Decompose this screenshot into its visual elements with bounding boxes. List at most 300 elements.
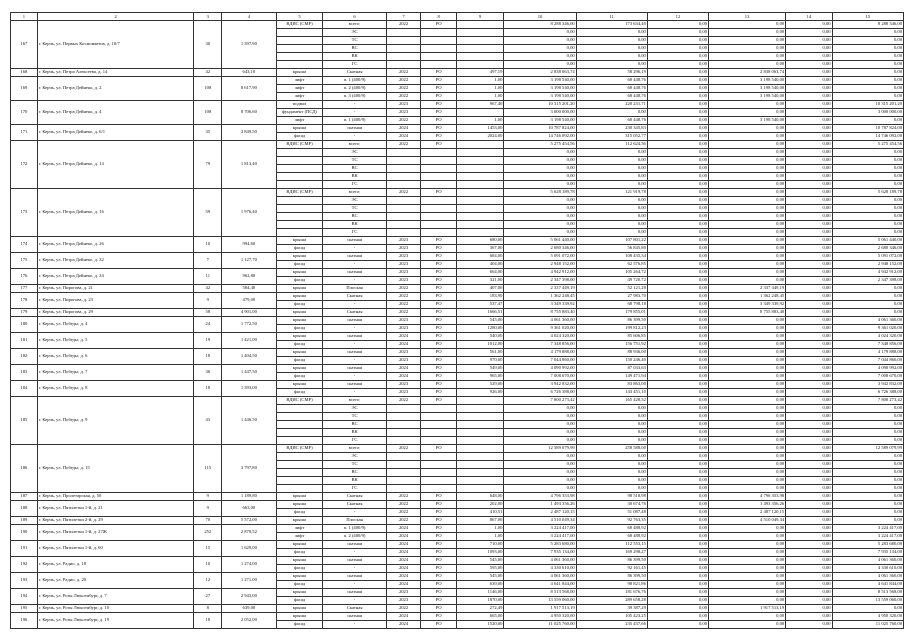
work-detail: -	[323, 341, 386, 349]
source: РО	[421, 309, 457, 317]
work-type: лифт	[276, 93, 323, 101]
floor-area: 2 943,00	[222, 589, 276, 605]
total-cost: 11 025 760,00	[504, 621, 576, 629]
col-13: 0,00	[709, 461, 786, 469]
total-cost: 0,00	[504, 173, 576, 181]
table-row	[11, 605, 904, 613]
volume: 410,51	[456, 509, 504, 517]
year	[386, 205, 421, 213]
row-number: 178	[11, 293, 38, 309]
total-cost: 2 337 449,19	[504, 285, 576, 293]
col-12: 0,00	[647, 29, 708, 37]
work-detail: п. 1 (400/9)	[323, 117, 386, 125]
year	[386, 477, 421, 485]
source: РО	[421, 573, 457, 581]
source: РО	[421, 101, 457, 109]
address: г. Керчь, ул. Пирогова, д. 23	[37, 293, 194, 309]
source	[421, 213, 457, 221]
col-14: 0,00	[786, 77, 832, 85]
row-number: 173	[11, 189, 38, 237]
work-type: ВДИС (СМР)	[276, 445, 323, 453]
fund-cost: 0,00	[576, 461, 647, 469]
table-row	[11, 541, 904, 549]
volume	[456, 429, 504, 437]
total-cost: 0,00	[504, 149, 576, 157]
total-cost: 0,00	[504, 181, 576, 189]
row-number: 192	[11, 557, 38, 573]
table-row	[11, 573, 904, 581]
volume	[456, 21, 504, 29]
col-12: 0,00	[647, 605, 708, 613]
apartments-count: 70	[194, 517, 222, 525]
year	[386, 461, 421, 469]
source: РО	[421, 357, 457, 365]
col-12: 0,00	[647, 253, 708, 261]
row-number: 187	[11, 493, 38, 501]
work-type	[276, 205, 323, 213]
fund-cost: 179 855,01	[576, 309, 647, 317]
col-12: 0,00	[647, 213, 708, 221]
volume	[456, 109, 504, 117]
col-15: 0,00	[832, 165, 903, 173]
row-number: 194	[11, 589, 38, 605]
col-14: 0,00	[786, 189, 832, 197]
year: 2024	[386, 365, 421, 373]
work-detail: скатная	[323, 541, 386, 549]
work-detail: ГС	[323, 181, 386, 189]
year: 2023	[386, 261, 421, 269]
col-12: 0,00	[647, 429, 708, 437]
total-cost: 3 198 540,00	[504, 77, 576, 85]
col-14: 0,00	[786, 485, 832, 493]
floor-area: 1 189,80	[222, 493, 276, 501]
apartments-count: 35	[194, 125, 222, 141]
col-12: 0,00	[647, 557, 708, 565]
source: РО	[421, 605, 457, 613]
work-type: крыша	[276, 501, 323, 509]
column-number: 13	[709, 13, 786, 21]
volume: 1666,51	[456, 309, 504, 317]
col-12: 0,00	[647, 477, 708, 485]
apartments-count: 115	[194, 445, 222, 493]
year: 2024	[386, 373, 421, 381]
column-number: 5	[276, 13, 323, 21]
col-15: 0,00	[832, 461, 903, 469]
col-14: 0,00	[786, 533, 832, 541]
volume: 1012,00	[456, 341, 504, 349]
work-type	[276, 61, 323, 69]
col-14: 0,00	[786, 565, 832, 573]
col-13: 0,00	[709, 333, 786, 341]
work-type	[276, 173, 323, 181]
col-13: 0,00	[709, 205, 786, 213]
col-15: 0,00	[832, 301, 903, 309]
volume	[456, 181, 504, 189]
col-14: 0,00	[786, 325, 832, 333]
col-15: 0,00	[832, 197, 903, 205]
source: РО	[421, 69, 457, 77]
address: г. Керчь, ул. Петра Дейнеко, д. 26	[37, 237, 194, 253]
col-15: 0,00	[832, 69, 903, 77]
source: РО	[421, 301, 457, 309]
address: г. Керчь, ул. Победы, д. 8	[37, 381, 194, 397]
volume: 1520,00	[456, 621, 504, 629]
fund-cost: 199 812,23	[576, 325, 647, 333]
work-type	[276, 45, 323, 53]
source: РО	[421, 549, 457, 557]
year	[386, 197, 421, 205]
volume	[456, 189, 504, 197]
col-14: 0,00	[786, 221, 832, 229]
col-15: 14 746 092,00	[832, 133, 903, 141]
fund-cost: 85 606,85	[576, 333, 647, 341]
work-type	[276, 157, 323, 165]
source: РО	[421, 93, 457, 101]
col-15: 0,00	[832, 405, 903, 413]
fund-cost: 315 052,77	[576, 133, 647, 141]
total-cost: 4 330 610,00	[504, 565, 576, 573]
floor-area: 962,80	[222, 269, 276, 285]
col-13: 0,00	[709, 261, 786, 269]
col-13: 0,00	[709, 165, 786, 173]
address: г. Керчь, ул. Петра Дейнеко, д. 16	[37, 189, 194, 237]
col-14: 0,00	[786, 197, 832, 205]
col-13: 0,00	[709, 109, 786, 117]
col-12: 0,00	[647, 165, 708, 173]
col-13: 0,00	[709, 557, 786, 565]
source: РО	[421, 141, 457, 149]
source: РО	[421, 541, 457, 549]
volume	[456, 149, 504, 157]
col-12: 0,00	[647, 197, 708, 205]
floor-area: 1 772,50	[222, 317, 276, 333]
volume	[456, 221, 504, 229]
table-row	[11, 125, 904, 133]
total-cost: 2 347 398,00	[504, 277, 576, 285]
col-12: 0,00	[647, 189, 708, 197]
floor-area: 1 274,00	[222, 557, 276, 573]
fund-cost: 68 488,92	[576, 525, 647, 533]
source	[421, 429, 457, 437]
row-number: 186	[11, 445, 38, 493]
volume	[456, 405, 504, 413]
volume	[456, 205, 504, 213]
work-type: крыша	[276, 69, 323, 77]
col-15: 0,00	[832, 181, 903, 189]
work-detail: ГС	[323, 437, 386, 445]
address: г. Керчь, ул. Розы Люксембург, д. 10	[37, 605, 194, 613]
work-type	[276, 469, 323, 477]
col-14: 0,00	[786, 333, 832, 341]
col-14: 0,00	[786, 205, 832, 213]
col-12: 0,00	[647, 285, 708, 293]
volume	[456, 397, 504, 405]
fund-cost: 0,00	[576, 477, 647, 485]
col-14: 0,00	[786, 93, 832, 101]
column-number: 7	[386, 13, 421, 21]
col-15: 0,00	[832, 37, 903, 45]
col-12: 0,00	[647, 133, 708, 141]
apartments-count: 10	[194, 237, 222, 253]
work-detail: скатная	[323, 253, 386, 261]
year: 2023	[386, 317, 421, 325]
floor-area: 2 052,00	[222, 613, 276, 629]
apartments-count: 24	[194, 317, 222, 333]
column-number: 11	[576, 13, 647, 21]
work-type: фасад	[276, 357, 323, 365]
year: 2024	[386, 581, 421, 589]
fund-cost: 68 488,92	[576, 533, 647, 541]
col-15: 7 044 860,00	[832, 357, 903, 365]
source: РО	[421, 341, 457, 349]
total-cost: 0,00	[504, 461, 576, 469]
col-13: 0,00	[709, 237, 786, 245]
apartments-count: 9	[194, 493, 222, 501]
volume	[456, 437, 504, 445]
fund-cost: 27 983,70	[576, 293, 647, 301]
volume: 404,00	[456, 261, 504, 269]
col-15: 0,00	[832, 85, 903, 93]
col-15: 4 024 320,00	[832, 333, 903, 341]
work-type	[276, 477, 323, 485]
apartments-count: 252	[194, 525, 222, 541]
col-13: 0,00	[709, 253, 786, 261]
volume	[456, 197, 504, 205]
col-13: 0,00	[709, 453, 786, 461]
source: РО	[421, 533, 457, 541]
col-13: 0,00	[709, 349, 786, 357]
work-detail: -	[323, 373, 386, 381]
col-13: 3 198 540,00	[709, 77, 786, 85]
volume	[456, 453, 504, 461]
apartments-count: 42	[194, 69, 222, 77]
year: 2023	[386, 237, 421, 245]
fund-cost: 51 087,48	[576, 509, 647, 517]
fund-cost: 150 246,40	[576, 357, 647, 365]
col-12: 0,00	[647, 381, 708, 389]
total-cost: 1 917 513,19	[504, 605, 576, 613]
address: г. Керчь, ул. Пятилетки 1-й, д. 60	[37, 541, 194, 557]
fund-cost: 107 801,22	[576, 237, 647, 245]
volume: 561,00	[456, 349, 504, 357]
volume: 407,00	[456, 285, 504, 293]
total-cost: 5 091 072,00	[504, 253, 576, 261]
total-cost: 5 061 440,00	[504, 237, 576, 245]
source: РО	[421, 85, 457, 93]
source: РО	[421, 501, 457, 509]
floor-area: 8 617,90	[222, 77, 276, 101]
work-type: крыша	[276, 613, 323, 621]
total-cost: 0,00	[504, 413, 576, 421]
col-15: 0,00	[832, 205, 903, 213]
year: 2023	[386, 589, 421, 597]
apartments-count: 19	[194, 333, 222, 349]
source: РО	[421, 125, 457, 133]
work-type	[276, 29, 323, 37]
address: г. Керчь, ул. Петра Алексеева, д. 14	[37, 69, 194, 77]
source	[421, 149, 457, 157]
col-13: 0,00	[709, 533, 786, 541]
col-15: 13 559 060,00	[832, 597, 903, 605]
col-12: 0,00	[647, 613, 708, 621]
col-15: 0,00	[832, 229, 903, 237]
col-14: 0,00	[786, 509, 832, 517]
year: 2024	[386, 621, 421, 629]
work-detail: -	[323, 581, 386, 589]
apartments-count: 12	[194, 573, 222, 589]
col-14: 0,00	[786, 381, 832, 389]
year: 2023	[386, 325, 421, 333]
work-detail: -	[323, 549, 386, 557]
row-number: 191	[11, 541, 38, 557]
table-row	[11, 349, 904, 357]
address: г. Керчь, ул. Победы, д. 7	[37, 365, 194, 381]
total-cost: 13 559 060,00	[504, 597, 576, 605]
col-12: 0,00	[647, 373, 708, 381]
fund-cost: 0,00	[576, 173, 647, 181]
volume: 321,00	[456, 277, 504, 285]
fund-cost: 49 720,72	[576, 277, 647, 285]
fund-cost: 0,00	[576, 469, 647, 477]
fund-cost: 289 658,28	[576, 597, 647, 605]
table-row	[11, 517, 904, 525]
work-type: крыша	[276, 269, 323, 277]
total-cost: 2 487 120,15	[504, 509, 576, 517]
col-12: 0,00	[647, 621, 708, 629]
work-detail: п. 2 (400/9)	[323, 533, 386, 541]
address: г. Керчь, ул. Победы, д. 4	[37, 317, 194, 333]
col-12: 0,00	[647, 549, 708, 557]
year: 2024	[386, 613, 421, 621]
col-15: 3 000 000,00	[832, 109, 903, 117]
source	[421, 181, 457, 189]
total-cost: 4 179 888,00	[504, 349, 576, 357]
row-number: 172	[11, 141, 38, 189]
work-type: лифт	[276, 85, 323, 93]
work-type	[276, 149, 323, 157]
year	[386, 53, 421, 61]
col-13: 0,00	[709, 269, 786, 277]
col-14: 0,00	[786, 573, 832, 581]
col-12: 0,00	[647, 309, 708, 317]
work-type: ВДИС (СМР)	[276, 21, 323, 29]
volume: 710,00	[456, 541, 504, 549]
work-type: лифт	[276, 77, 323, 85]
col-15: 4 061 360,00	[832, 557, 903, 565]
fund-cost: 108 435,34	[576, 253, 647, 261]
fund-cost: 86 399,50	[576, 557, 647, 565]
fund-cost: 87 033,63	[576, 365, 647, 373]
source	[421, 437, 457, 445]
floor-area: 663,00	[222, 501, 276, 517]
volume: 926,00	[456, 389, 504, 397]
column-number: 15	[832, 13, 903, 21]
fund-cost: 0,00	[576, 405, 647, 413]
fund-cost: 220 231,71	[576, 101, 647, 109]
col-13: 0,00	[709, 221, 786, 229]
total-cost: 4 090 992,00	[504, 365, 576, 373]
work-detail: ТС	[323, 157, 386, 165]
row-number: 183	[11, 365, 38, 381]
year: 2022	[386, 301, 421, 309]
work-detail: ВК	[323, 221, 386, 229]
source: РО	[421, 445, 457, 453]
year	[386, 221, 421, 229]
year: 2024	[386, 533, 421, 541]
work-detail: -	[323, 509, 386, 517]
floor-area: 8 706,60	[222, 101, 276, 125]
col-14: 0,00	[786, 53, 832, 61]
work-type: фасад	[276, 301, 323, 309]
year	[386, 61, 421, 69]
year: 2022	[386, 509, 421, 517]
work-detail: Скатная	[323, 69, 386, 77]
apartments-count: 8	[194, 605, 222, 613]
total-cost: 7 935 134,00	[504, 549, 576, 557]
work-type: крыша	[276, 317, 323, 325]
work-detail: скатная	[323, 381, 386, 389]
col-15: 11 025 760,00	[832, 621, 903, 629]
source	[421, 421, 457, 429]
volume	[456, 157, 504, 165]
fund-cost: 86 399,50	[576, 317, 647, 325]
work-detail: п. 1 (400/9)	[323, 77, 386, 85]
work-detail: Скатная	[323, 293, 386, 301]
volume: 1,00	[456, 77, 504, 85]
col-13: 0,00	[709, 373, 786, 381]
year	[386, 165, 421, 173]
col-13: 4 510 049,34	[709, 517, 786, 525]
source: РО	[421, 245, 457, 253]
work-detail: -	[323, 101, 386, 109]
total-cost: 3 224 417,00	[504, 533, 576, 541]
col-12: 0,00	[647, 181, 708, 189]
col-12: 0,00	[647, 37, 708, 45]
total-cost: 1 493 356,26	[504, 501, 576, 509]
col-15: 12 589 079,99	[832, 445, 903, 453]
work-type: крыша	[276, 493, 323, 501]
address: г. Керчь, ул. Петра Дейнеко, д. 6/1	[37, 125, 194, 141]
fund-cost: 0,00	[576, 429, 647, 437]
total-cost: 0,00	[504, 477, 576, 485]
col-13: 0,00	[709, 53, 786, 61]
col-14: 0,00	[786, 301, 832, 309]
col-15: 4 641 844,00	[832, 581, 903, 589]
work-type: фасад	[276, 565, 323, 573]
fund-cost: 105 423,25	[576, 613, 647, 621]
work-detail: скатная	[323, 589, 386, 597]
col-15: 0,00	[832, 509, 903, 517]
year: 2022	[386, 69, 421, 77]
col-14: 0,00	[786, 69, 832, 77]
work-type: фасад	[276, 581, 323, 589]
work-detail: скатная	[323, 333, 386, 341]
volume: 648,00	[456, 493, 504, 501]
col-15: 10 787 824,00	[832, 125, 903, 133]
year: 2023	[386, 101, 421, 109]
col-13: 0,00	[709, 37, 786, 45]
source	[421, 453, 457, 461]
table-row	[11, 309, 904, 317]
work-type: крыша	[276, 237, 323, 245]
col-15: 9 361 020,00	[832, 325, 903, 333]
work-detail: скатная	[323, 613, 386, 621]
col-14: 0,00	[786, 37, 832, 45]
total-cost: 10 787 824,00	[504, 125, 576, 133]
work-type: фундамент (ПСД)	[276, 109, 323, 117]
work-detail: всего:	[323, 141, 386, 149]
source: РО	[421, 493, 457, 501]
